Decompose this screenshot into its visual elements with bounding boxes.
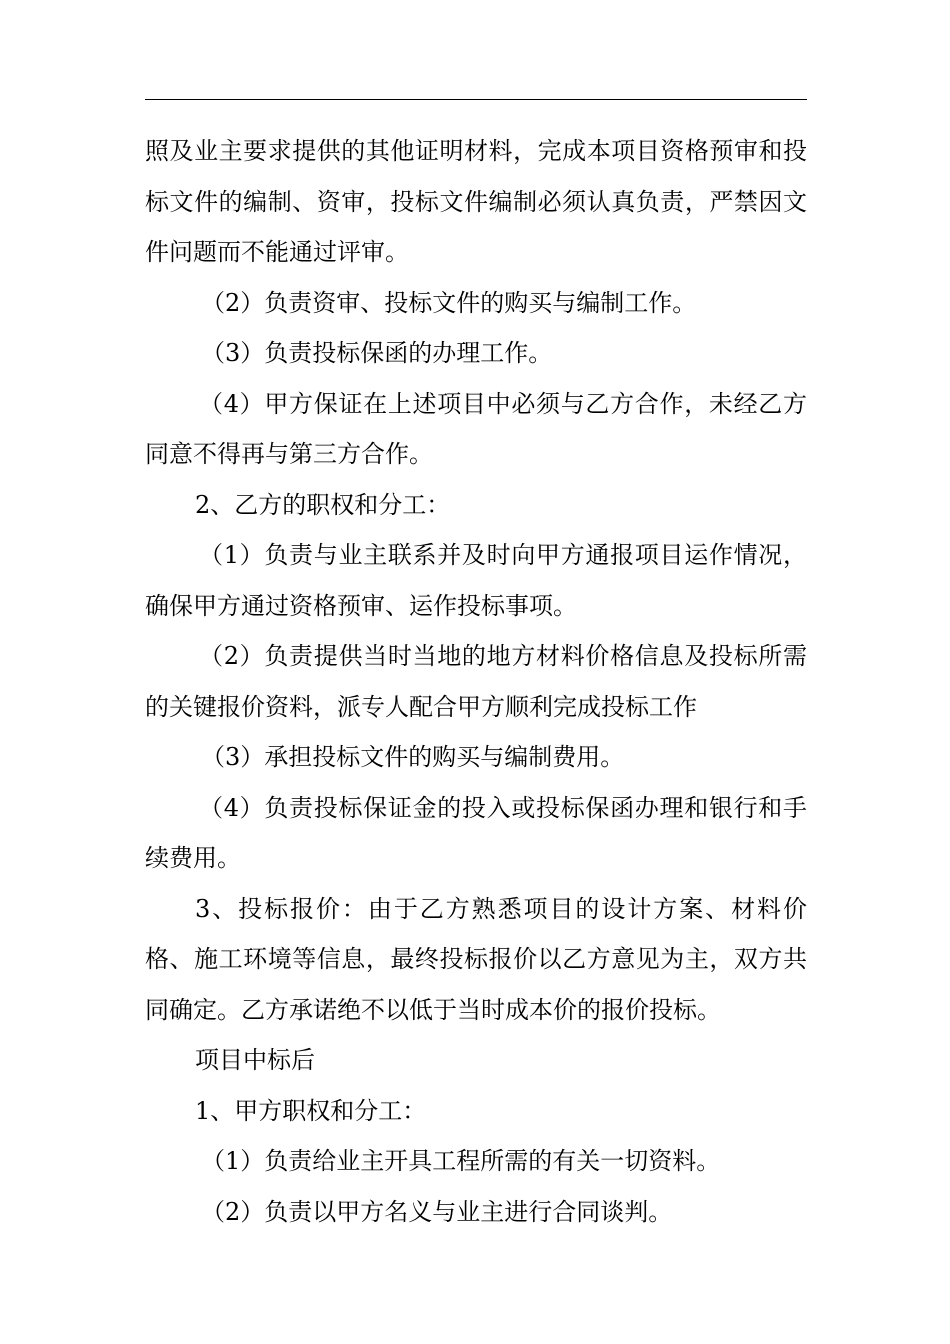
paragraph-item-party-b-4: （4）负责投标保证金的投入或投标保函办理和银行和手续费用。 [145, 793, 807, 872]
paragraph-item-party-a-4: （4）甲方保证在上述项目中必须与乙方合作，未经乙方同意不得再与第三方合作。 [145, 389, 807, 468]
paragraph-item-award-2: （2）负责以甲方名义与业主进行合同谈判。 [201, 1197, 673, 1226]
paragraph-continuation: 照及业主要求提供的其他证明材料，完成本项目资格预审和投标文件的编制、资审，投标文件编制必须认真负责，严禁因文件问题而不能通过评审。 [145, 137, 807, 266]
paragraph-item-award-1: （1）负责给业主开具工程所需的有关一切资料。 [201, 1147, 721, 1175]
header-rule [145, 99, 807, 100]
section-heading-party-b: 2、乙方的职权和分工： [195, 490, 451, 519]
paragraph-item-party-a-3: （3）负责投标保函的办理工作。 [201, 339, 553, 367]
section-heading-bid-price: 3、投标报价：由于乙方熟悉项目的设计方案、材料价格、施工环境等信息，最终投标报价以乙方意见为主，双方共同确定。乙方承诺绝不以低于当时成本价的报价投标。 [145, 894, 807, 1024]
document-body [145, 126, 807, 1237]
paragraph-item-party-b-3: （3）承担投标文件的购买与编制费用。 [201, 743, 625, 771]
section-heading-after-award: 项目中标后 [195, 1046, 315, 1074]
paragraph-item-party-b-1: （1）负责与业主联系并及时向甲方通报项目运作情况，确保甲方通过资格预审、运作投标事项。 [145, 541, 807, 620]
paragraph-item-party-a-2: （2）负责资审、投标文件的购买与编制工作。 [201, 288, 697, 317]
paragraph-item-party-b-2: （2）负责提供当时当地的地方材料价格信息及投标所需的关键报价资料，派专人配合甲方顺利完成投标工作 [145, 642, 807, 721]
section-heading-party-a-duties: 1、甲方职权和分工： [195, 1096, 427, 1125]
